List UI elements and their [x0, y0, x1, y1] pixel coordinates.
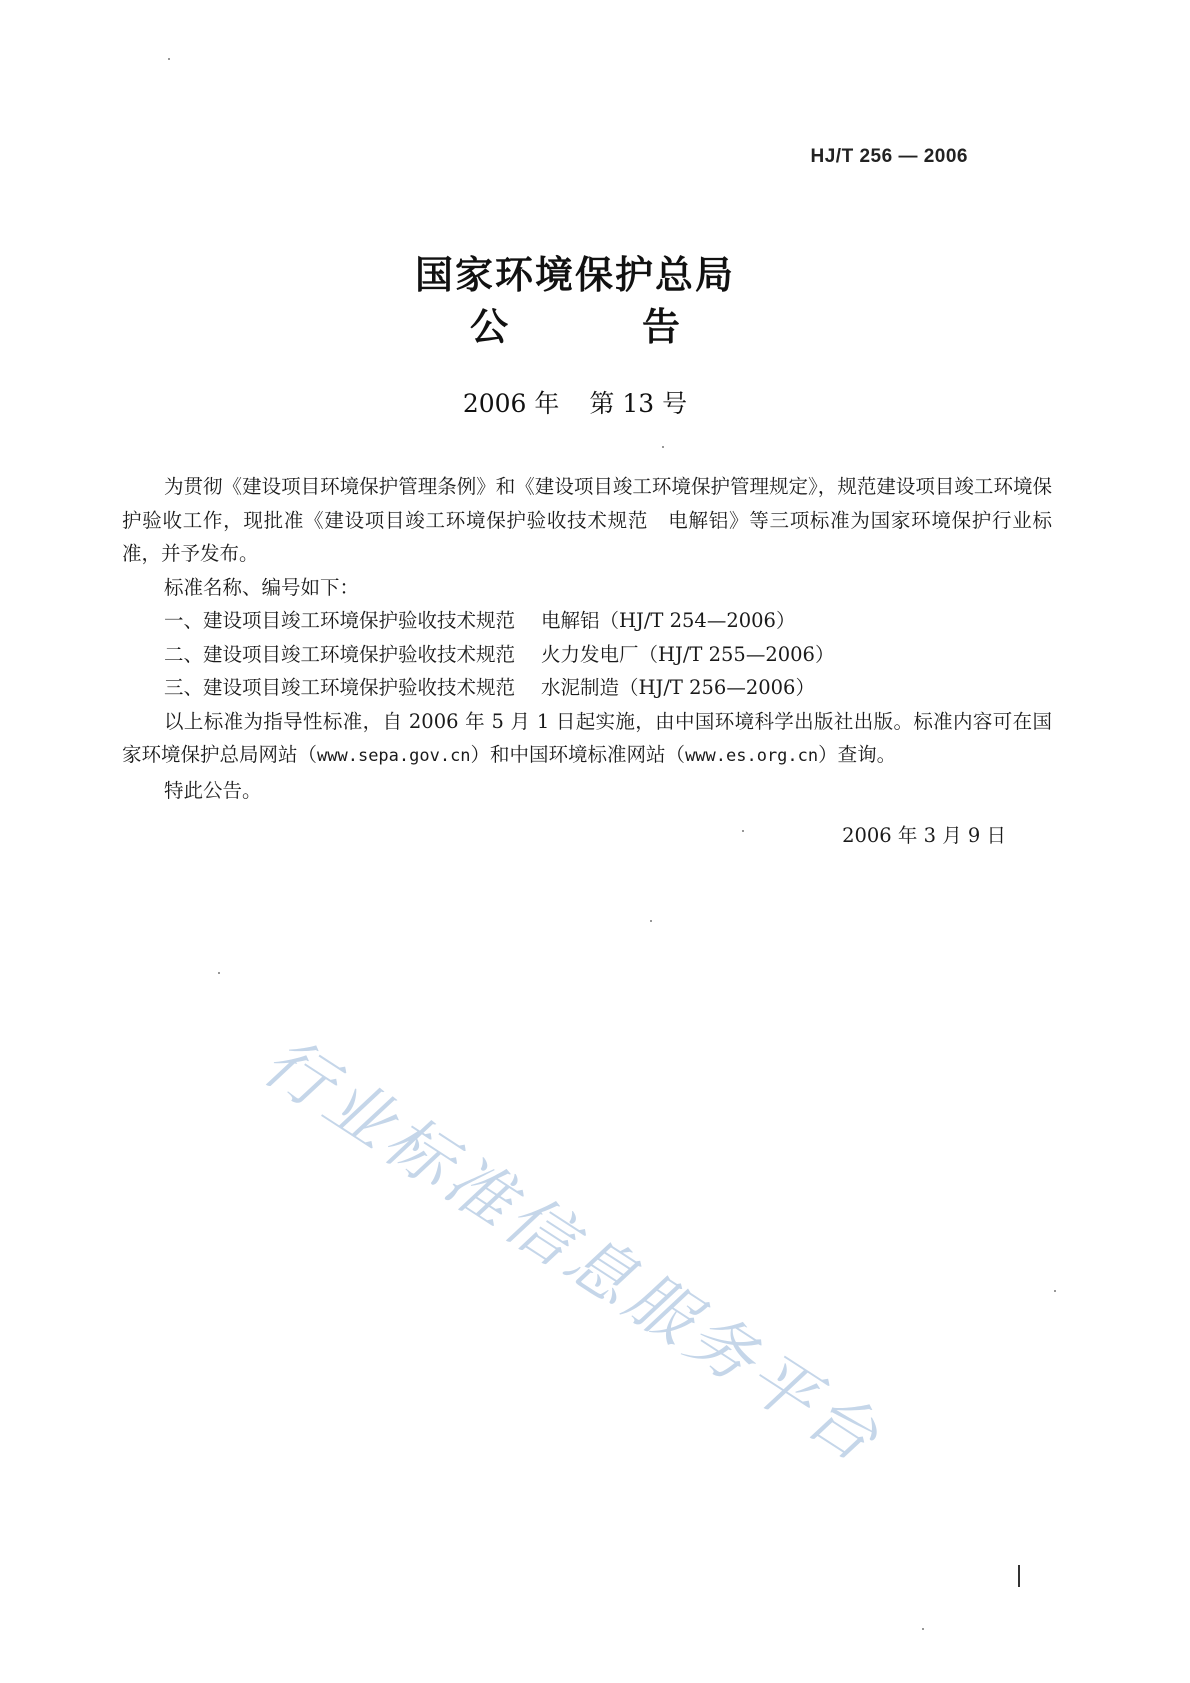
- agency-title: 国家环境保护总局: [414, 253, 735, 297]
- scan-speck: [662, 446, 664, 448]
- sign-date: 2006 年 3 月 9 日: [842, 824, 1006, 847]
- list-item-name: 水泥制造（HJ/T 256—2006）: [541, 676, 815, 699]
- list-item-name: 火力发电厂（HJ/T 255—2006）: [541, 642, 835, 666]
- list-item-prefix: 二、建设项目竣工环境保护验收技术规范: [164, 642, 516, 666]
- scan-speck: [742, 830, 744, 832]
- notice-year: 2006 年: [462, 389, 560, 418]
- scan-speck: [650, 920, 652, 922]
- standard-code: HJ/T 256 — 2006: [810, 146, 968, 167]
- scan-speck: [168, 58, 170, 60]
- notice-title: [470, 296, 680, 351]
- list-item-name: 电解铝（HJ/T 254—2006）: [541, 609, 796, 632]
- body-paragraph-1: 为贯彻《建设项目环境保护管理条例》和《建设项目竣工环境保护管理规定》，规范建设项目竣工环境保护验收工作，现批准《建设项目竣工环境保护验收技术规范 电解铝》等三项标准为国家环境保护行业标准，并予发布。: [122, 475, 1052, 565]
- notice-title-char: 公: [470, 305, 509, 349]
- list-item-prefix: 三、建设项目竣工环境保护验收技术规范: [164, 676, 516, 699]
- list-item-prefix: 一、建设项目竣工环境保护验收技术规范: [164, 609, 516, 632]
- notice-issue-number: 第 13 号: [589, 389, 688, 418]
- paragraph-2-text: ）和中国环境标准网站（: [470, 743, 686, 766]
- list-item: [122, 604, 1052, 638]
- body-paragraph-2: [122, 705, 1052, 774]
- scan-speck: [922, 1628, 924, 1630]
- scan-speck: [218, 972, 220, 974]
- closing-text: 特此公告。: [164, 778, 262, 802]
- page-mark: [1018, 1565, 1020, 1587]
- list-intro: 标准名称、编号如下：: [164, 575, 360, 599]
- list-item: [122, 638, 1052, 672]
- paragraph-2-text: ）查询。: [818, 743, 897, 766]
- es-url: www.es.org.cn: [685, 746, 819, 766]
- notice-number: [0, 384, 1150, 420]
- paragraph-2-text: 以上标准为指导性标准，自 2006 年 5 月 1 日起实施，由中国环境科学出版社出版。标准内容可在国家环境保护总局网站（: [122, 709, 1052, 766]
- sepa-url: www.sepa.gov.cn: [317, 746, 471, 766]
- watermark: 行业标准信息服务平台: [249, 1022, 896, 1480]
- notice-body: [122, 470, 1052, 807]
- notice-title-char: 告: [641, 305, 680, 349]
- scan-speck: [1054, 1290, 1056, 1292]
- list-item: [122, 671, 1052, 705]
